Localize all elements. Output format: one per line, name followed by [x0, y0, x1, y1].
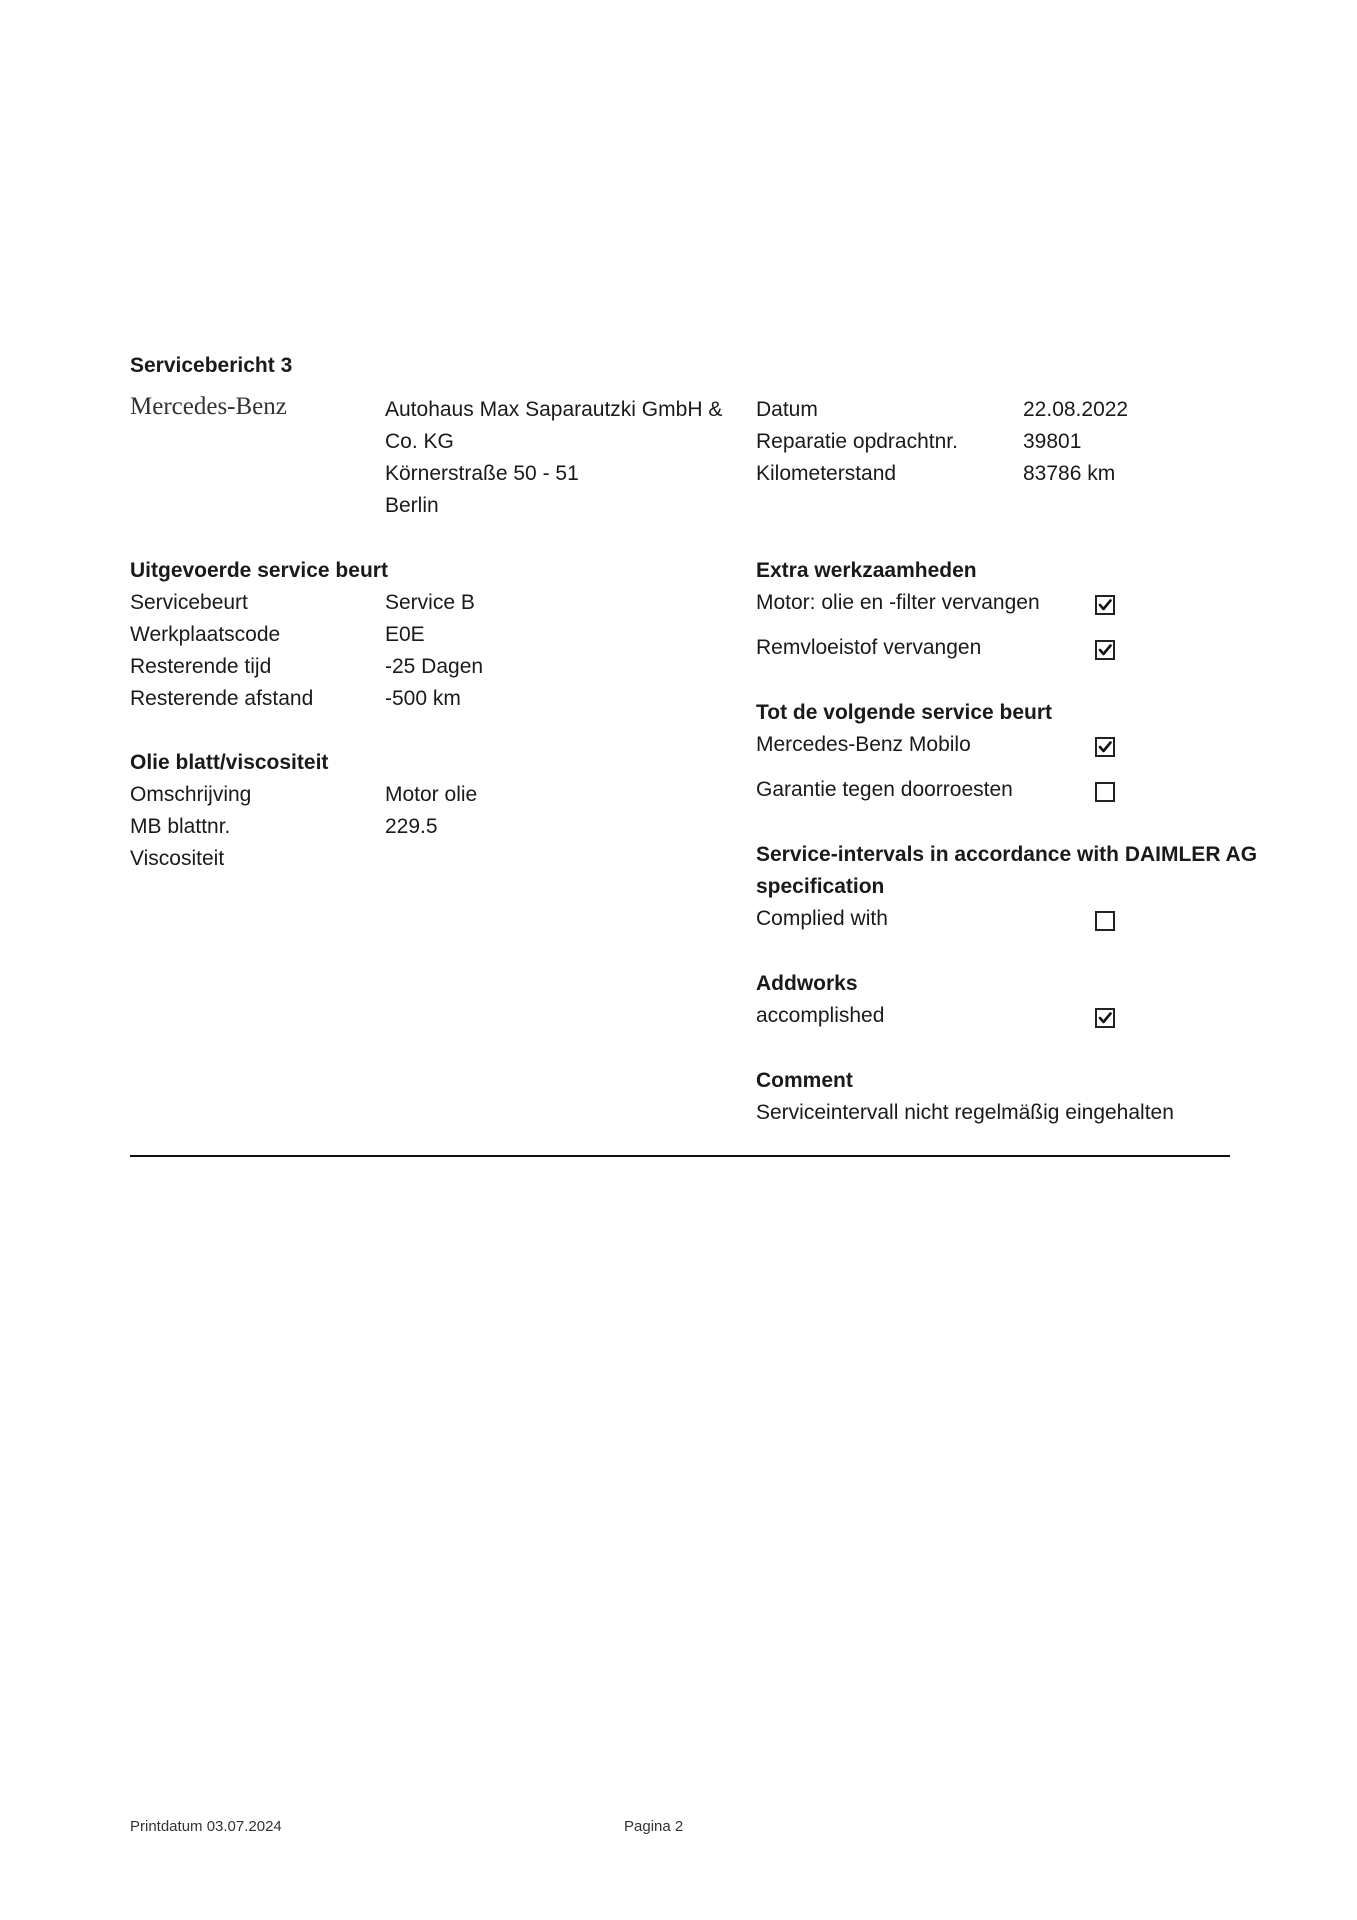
info-value-datum: 22.08.2022 [1023, 398, 1129, 421]
section-heading: Service-intervals in accordance with DAIMLER AG [756, 843, 1258, 866]
checkbox-checked[interactable] [1095, 640, 1115, 660]
section-heading: Tot de volgende service beurt [756, 701, 1053, 724]
page-number: Pagina 2 [624, 1818, 684, 1835]
row-label: Resterende afstand [130, 687, 314, 710]
report-title: Servicebericht 3 [130, 354, 293, 377]
info-label-mileage: Kilometerstand [756, 462, 897, 485]
comment-text: Serviceintervall nicht regelmäßig eingehalten [756, 1101, 1174, 1124]
check-label: Remvloeistof vervangen [756, 636, 982, 659]
section-heading: Addworks [756, 972, 858, 995]
dealer-line: Autohaus Max Saparautzki GmbH & [385, 398, 723, 421]
checkbox-checked[interactable] [1095, 737, 1115, 757]
dealer-line: Co. KG [385, 430, 454, 453]
info-value-order: 39801 [1023, 430, 1082, 453]
row-label: Werkplaatscode [130, 623, 281, 646]
brand-wordmark: Mercedes-Benz [130, 393, 287, 420]
section-heading: Olie blatt/viscositeit [130, 751, 329, 774]
row-label: Servicebeurt [130, 591, 248, 614]
row-label: MB blattnr. [130, 815, 231, 838]
row-label: Viscositeit [130, 847, 225, 870]
check-label: Complied with [756, 907, 888, 930]
check-icon [1098, 598, 1112, 612]
section-heading: Uitgevoerde service beurt [130, 559, 388, 582]
row-label: Resterende tijd [130, 655, 272, 678]
print-date: Printdatum 03.07.2024 [130, 1818, 282, 1835]
row-value: -500 km [385, 687, 461, 710]
checkbox-checked[interactable] [1095, 595, 1115, 615]
dealer-line: Berlin [385, 494, 439, 517]
row-value: 229.5 [385, 815, 438, 838]
check-label: Motor: olie en -filter vervangen [756, 591, 1040, 614]
row-value: E0E [385, 623, 425, 646]
info-label-datum: Datum [756, 398, 818, 421]
row-value: Service B [385, 591, 475, 614]
section-heading-cont: specification [756, 875, 885, 898]
check-label: Mercedes-Benz Mobilo [756, 733, 971, 756]
check-label: accomplished [756, 1004, 885, 1027]
row-label: Omschrijving [130, 783, 252, 806]
info-value-mileage: 83786 km [1023, 462, 1116, 485]
divider [130, 1155, 1230, 1157]
check-label: Garantie tegen doorroesten [756, 778, 1013, 801]
check-icon [1098, 740, 1112, 754]
checkbox[interactable] [1095, 911, 1115, 931]
row-value: Motor olie [385, 783, 478, 806]
check-icon [1098, 643, 1112, 657]
section-heading: Extra werkzaamheden [756, 559, 977, 582]
check-icon [1098, 1011, 1112, 1025]
row-value: -25 Dagen [385, 655, 484, 678]
checkbox[interactable] [1095, 782, 1115, 802]
section-heading: Comment [756, 1069, 853, 1092]
dealer-line: Körnerstraße 50 - 51 [385, 462, 579, 485]
checkbox-checked[interactable] [1095, 1008, 1115, 1028]
info-label-order: Reparatie opdrachtnr. [756, 430, 958, 453]
